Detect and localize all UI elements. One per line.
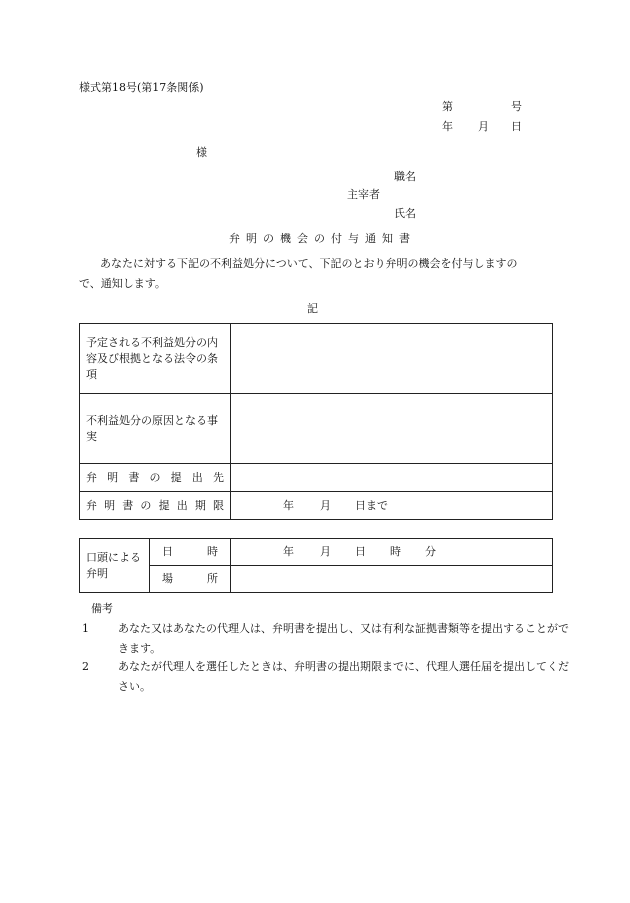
notes-title: 備考 (91, 602, 113, 615)
deadline-year: 年 (283, 498, 294, 512)
label-char: 時 (207, 545, 218, 558)
table-row (80, 394, 553, 464)
note-item-2 (82, 657, 570, 697)
label-char: 期 (194, 498, 206, 512)
note-item-2-text: あなたが代理人を選任したときは、弁明書の提出期限までに、代理人選任届を提出してください。 (118, 660, 569, 693)
oral-day: 日 (355, 545, 366, 558)
table-row (80, 566, 553, 593)
role-label: 主宰者 (347, 188, 380, 201)
label-char: の (149, 470, 161, 484)
place-label (150, 566, 231, 593)
label-char: 提 (158, 498, 170, 512)
value-submission-deadline (231, 492, 553, 520)
deadline-month: 月 (320, 498, 331, 512)
row-label-cause-facts: 不利益処分の原因となる事実 (80, 394, 231, 464)
recipient-suffix: 様 (196, 146, 207, 159)
note-item-2-number: 2 (82, 660, 89, 673)
label-char: 所 (207, 572, 218, 585)
label-char: 提 (170, 470, 182, 484)
number-prefix: 第 (442, 100, 453, 113)
label-char: 限 (212, 498, 224, 512)
label-char: 書 (122, 498, 134, 512)
note-item-1 (82, 619, 570, 659)
date-day: 日 (511, 120, 522, 133)
value-cause-facts (231, 394, 553, 464)
label-char: 日 (162, 545, 173, 558)
label-char: 出 (191, 470, 203, 484)
document-title: 弁明の機会の付与通知書 (229, 232, 416, 245)
intro-line-1: あなたに対する下記の不利益処分について、下記のとおり弁明の機会を付与しますの (100, 257, 518, 270)
date-month: 月 (478, 120, 489, 133)
label-char: 書 (128, 470, 140, 484)
value-planned-disposition (231, 324, 553, 394)
datetime-label (150, 539, 231, 566)
value-submission-place (231, 464, 553, 492)
oral-year: 年 (283, 545, 294, 558)
main-table (79, 323, 553, 520)
row-label-submission-place (80, 464, 231, 492)
note-item-1-text: あなた又はあなたの代理人は、弁明書を提出し、又は有利な証拠書類等を提出することができます。 (118, 622, 569, 655)
label-char: 先 (212, 470, 224, 484)
table-row (80, 492, 553, 520)
value-datetime (231, 539, 553, 566)
position-label: 職名 (394, 170, 416, 183)
row-label-submission-deadline (80, 492, 231, 520)
table-row (80, 324, 553, 394)
date-year: 年 (442, 120, 453, 133)
label-char: 弁 (86, 470, 97, 484)
datetime-label-chars (156, 544, 224, 560)
label-char: の (140, 498, 152, 512)
ki-mark: 記 (307, 302, 318, 315)
label-char: 明 (104, 498, 116, 512)
label-char: 場 (162, 572, 173, 585)
row-label-planned-disposition: 予定される不利益処分の内容及び根拠となる法令の条項 (80, 324, 231, 394)
submission-place-label-chars (86, 470, 224, 486)
oral-table (79, 538, 553, 593)
oral-minute: 分 (425, 545, 436, 558)
deadline-day: 日まで (355, 498, 388, 512)
place-label-chars (156, 571, 224, 587)
value-place (231, 566, 553, 593)
name-label: 氏名 (394, 207, 416, 220)
label-char: 出 (176, 498, 188, 512)
oral-hearing-label: 口頭による弁明 (80, 539, 150, 593)
intro-line-2: で、通知します。 (79, 277, 166, 290)
submission-deadline-label-chars (86, 498, 224, 514)
table-row (80, 464, 553, 492)
oral-hour: 時 (390, 545, 401, 558)
number-suffix: 号 (511, 100, 522, 113)
label-char: 弁 (86, 498, 97, 512)
oral-month: 月 (320, 545, 331, 558)
label-char: 明 (107, 470, 119, 484)
table-row (80, 539, 553, 566)
note-item-1-number: 1 (82, 622, 89, 635)
form-number: 様式第18号(第17条関係) (79, 81, 204, 94)
